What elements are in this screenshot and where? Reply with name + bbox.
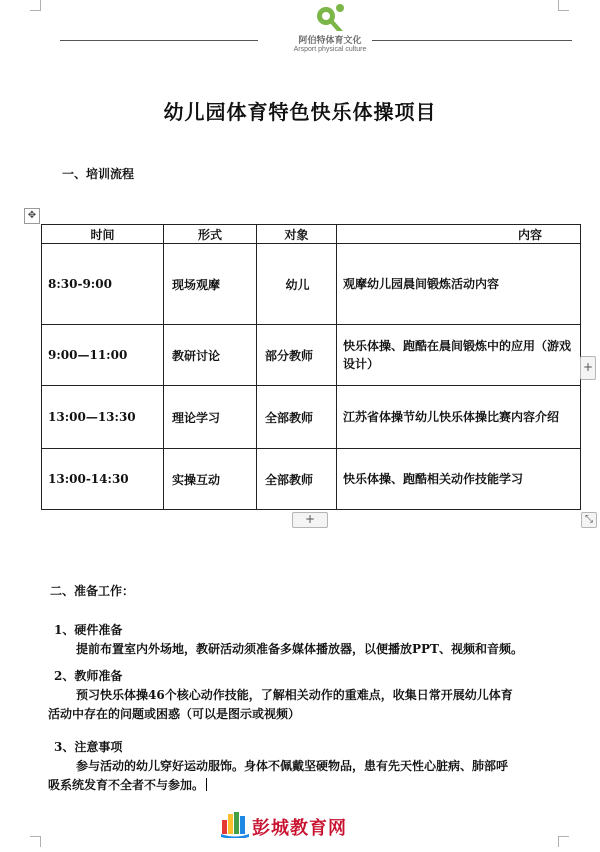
item-text-notes-line2-wrap	[48, 776, 568, 795]
table-row	[42, 325, 581, 386]
site-name: 彭城教育网	[252, 818, 347, 839]
item-heading-notes: 3、注意事项	[54, 740, 123, 754]
page-corner-mark	[30, 0, 41, 11]
table-cell-content: 快乐体操、跑酷相关动作技能学习	[337, 449, 581, 510]
add-column-button[interactable]: +	[580, 356, 596, 380]
table-cell-content: 快乐体操、跑酷在晨间锻炼中的应用（游戏设计）	[337, 325, 581, 386]
table-cell-form: 实操互动	[164, 449, 257, 510]
table-header-cell: 内容	[337, 225, 581, 244]
table-cell-audience: 部分教师	[257, 325, 337, 386]
brand-name: 阿伯特体育文化	[298, 36, 362, 46]
table-cell-audience: 幼儿	[257, 244, 337, 325]
brand-logo-icon	[313, 2, 347, 32]
table-move-handle[interactable]: ✥	[24, 208, 40, 224]
item-text-teacher-line1: 预习快乐体操46个核心动作技能，了解相关动作的重难点，收集日常开展幼儿体育	[76, 688, 513, 702]
table-cell-audience: 全部教师	[257, 449, 337, 510]
page-corner-mark	[30, 836, 41, 847]
item-text-teacher-line2: 活动中存在的问题或困惑（可以是图示或视频）	[48, 707, 301, 721]
page-corner-mark	[558, 836, 569, 847]
table-header-cell: 对象	[257, 225, 337, 244]
item-heading-hardware: 1、硬件准备	[54, 623, 123, 637]
table-cell-time: 8:30-9:00	[42, 244, 164, 325]
table-cell-time: 9:00—11:00	[42, 325, 164, 386]
table-row	[42, 449, 581, 510]
training-schedule-table	[41, 224, 581, 510]
item-heading-teacher: 2、教师准备	[54, 669, 123, 683]
table-header-row	[42, 225, 581, 244]
page-corner-mark	[558, 0, 569, 11]
item-text-hardware-line1: 提前布置室内外场地，教研活动须准备多媒体播放器，以便播放PPT、视频和音频。	[76, 642, 523, 656]
table-header-cell: 形式	[164, 225, 257, 244]
table-cell-time: 13:00-14:30	[42, 449, 164, 510]
table-cell-form: 理论学习	[164, 386, 257, 449]
table-cell-form: 现场观摩	[164, 244, 257, 325]
table-cell-content: 江苏省体操节幼儿快乐体操比赛内容介绍	[337, 386, 581, 449]
table-resize-handle[interactable]: ⤡	[581, 512, 597, 528]
text-cursor	[206, 778, 207, 791]
add-row-button[interactable]: +	[292, 512, 328, 528]
table-row	[42, 244, 581, 325]
table-header-cell: 时间	[42, 225, 164, 244]
brand-logo	[280, 2, 380, 60]
section-heading-preparation: 二、准备工作：	[50, 584, 135, 598]
table-cell-content: 观摩幼儿园晨间锻炼活动内容	[337, 244, 581, 325]
table-cell-audience: 全部教师	[257, 386, 337, 449]
item-text-notes-line1: 参与活动的幼儿穿好运动服饰。身体不佩戴坚硬物品，患有先天性心脏病、肺部呼	[76, 759, 509, 773]
brand-tagline: Arsport physical culture	[293, 46, 367, 53]
document-title: 幼儿园体育特色快乐体操项目	[163, 100, 437, 124]
header-rule-right	[372, 40, 572, 41]
item-text-notes-line2: 吸系统发育不全者不与参加。	[48, 778, 205, 792]
header-rule-left	[60, 40, 258, 41]
book-logo-icon	[220, 810, 250, 838]
table-row	[42, 386, 581, 449]
table-cell-time: 13:00—13:30	[42, 386, 164, 449]
table-cell-form: 教研讨论	[164, 325, 257, 386]
section-heading-training: 一、培训流程	[62, 167, 135, 181]
